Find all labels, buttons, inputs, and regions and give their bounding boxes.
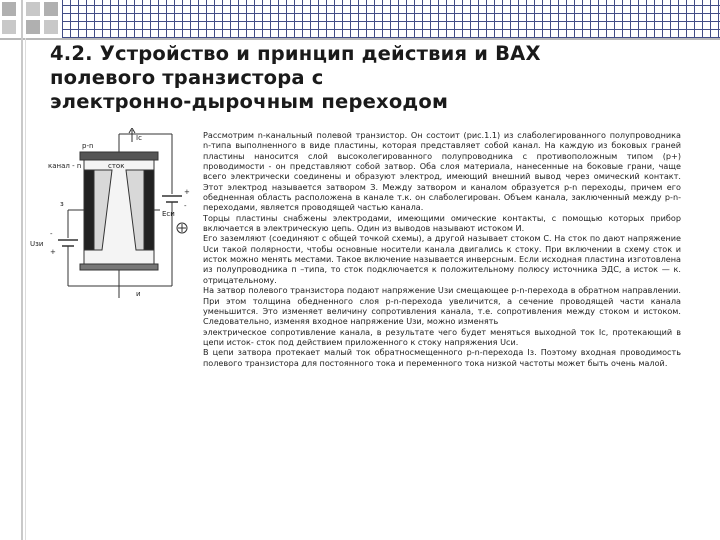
title-line-1: 4.2. Устройство и принцип действия и ВАХ bbox=[50, 42, 541, 65]
paragraph-5: электрическое сопротивление канала, в результате чего будет меняться выходной ток Ic, протекающий в цепи исток- сток под действием приложенного к стоку напряжения Uси. bbox=[203, 326, 681, 347]
header-decoration bbox=[0, 0, 720, 38]
label-eds: Eси bbox=[162, 210, 175, 218]
paragraph-1: Рассмотрим n-канальный полевой транзистор. Он состоит (рис.1.1) из слаболегированного полупроводника n-типа выполненного в виде пластины, которая представляет собой канал. На каждую из боковых граней пластины наносится слой высоколегированного полупроводника с противоположным типом (p+) проводимости - он представляют собой затвор. Оба слоя материала, нанесенные на боковые грани, чаще всего электрически соединены и образуют электрод, имеющий внешний вывод через омический контакт. Этот электрод называется затвором З. Между затвором и каналом образуется p-n переходы, причем его обедненная область расположена в канале т.к. он слаболегирован. Объем канала, заключенный между p-n- переходами, является проводящей частью канала. bbox=[203, 130, 681, 213]
label-channel: канал - n bbox=[48, 162, 82, 170]
label-ugs-plus: + bbox=[50, 248, 56, 256]
label-pn: p-n bbox=[82, 142, 94, 150]
label-current: Iс bbox=[136, 134, 142, 142]
slide-title bbox=[50, 42, 690, 114]
label-drain: сток bbox=[108, 162, 125, 170]
header-divider bbox=[0, 38, 720, 40]
label-eds-plus: + bbox=[184, 188, 190, 196]
checker-pattern bbox=[0, 0, 62, 38]
title-line-3: электронно-дырочным переходом bbox=[50, 90, 449, 113]
paragraph-6: В цепи затвора протекает малый ток обратносмещенного p-n-перехода Iз. Поэтому входная проводимость полевого транзистора для постоянного тока и переменного тока низкой частоты может быть очень малой. bbox=[203, 347, 681, 368]
label-eds-minus: - bbox=[184, 202, 187, 210]
jfet-structure-diagram bbox=[22, 128, 200, 306]
header-stripe bbox=[62, 0, 720, 38]
label-ugs-minus: - bbox=[50, 230, 53, 238]
label-ugs: Uзи bbox=[30, 240, 44, 248]
slide-body-text bbox=[203, 130, 681, 368]
paragraph-3: Его заземляют (соединяют с общей точкой схемы), а другой называет стоком С. На сток по дают напряжение Uси такой полярности, чтобы основные носители канала двигались к стоку. При включении в схему сток и исток можно менять местами. Такое включение называется инверсным. Если исходная пластина изготовлена из полупроводника п –типа, то сток подключается к положительному полюсу источника ЭДС, а исток — к. отрицательному. bbox=[203, 233, 681, 285]
title-line-2: полевого транзистора с bbox=[50, 66, 324, 89]
paragraph-2: Торцы пластины снабжены электродами, имеющими омические контакты, с помощью которых прибор включается в электрическую цепь. Один из выводов называют истоком И. bbox=[203, 212, 681, 234]
label-source: и bbox=[136, 290, 141, 298]
paragraph-4: На затвор полевого транзистора подают напряжение Uзи смещающее p-n-перехода в обратном направлении. При этом толщина обедненного слоя p-n-перехода увеличится, а сечение проводящей части канала уменьшится. Это изменяет величину сопротивления канала, т.е. сопротивления между стоком и истоком. Следовательно, изменяя входное напряжение Uзи, можно изменять bbox=[203, 285, 681, 327]
label-gate: з bbox=[60, 200, 64, 208]
